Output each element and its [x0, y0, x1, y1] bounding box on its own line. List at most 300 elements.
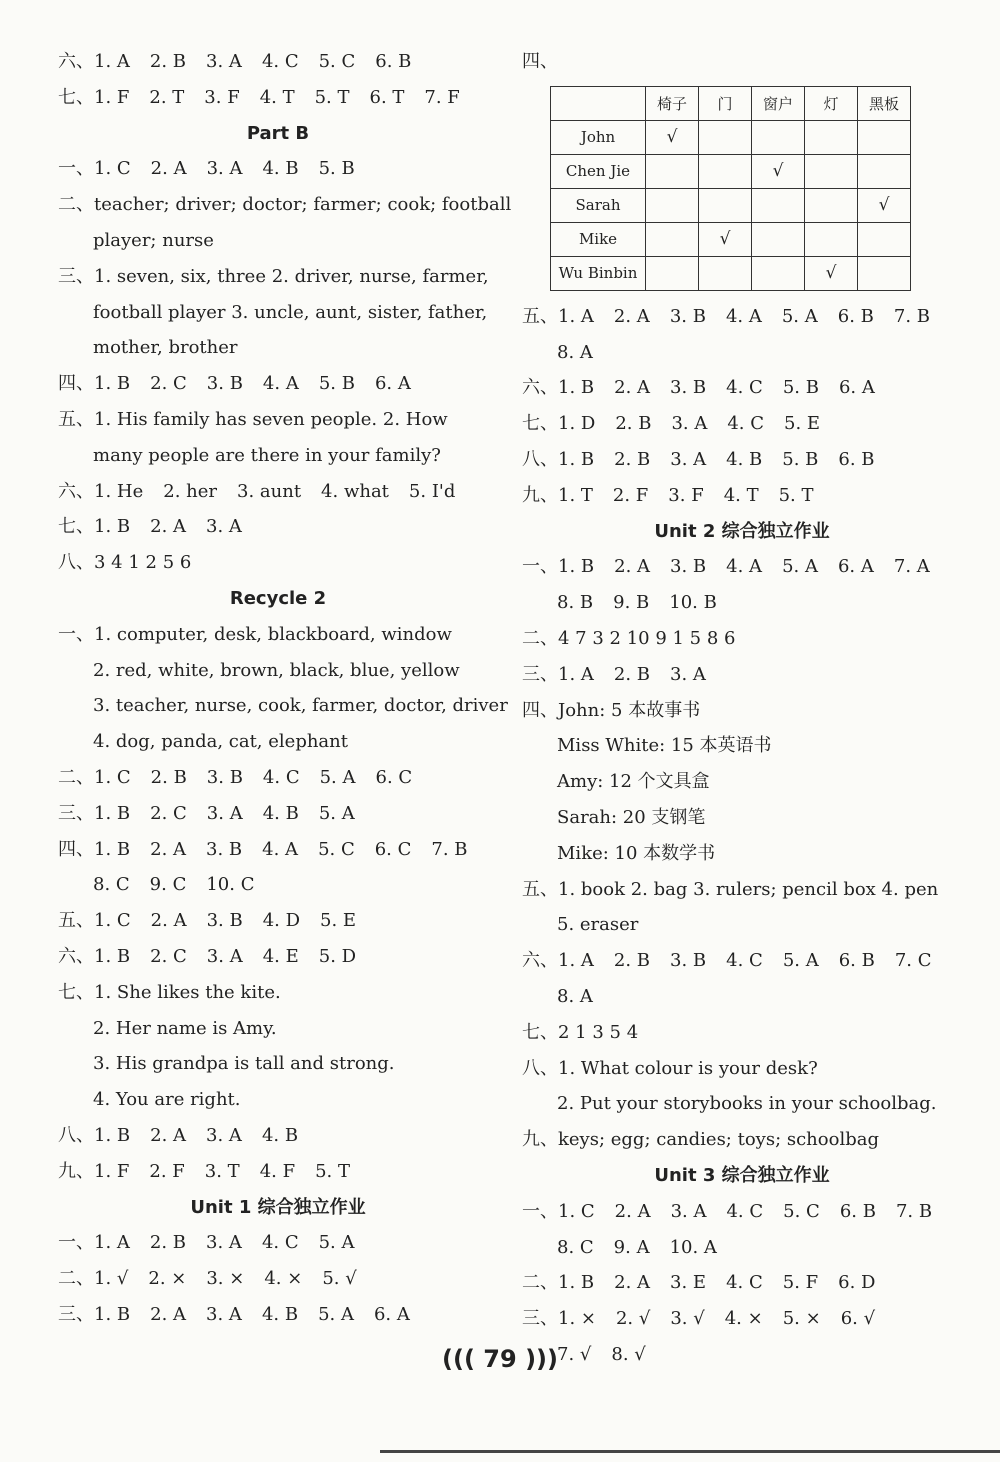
- answer-item: 8. A: [557, 341, 593, 363]
- question-number: 六、: [58, 945, 94, 967]
- answer-line: Amy: 12 个文具盒: [557, 771, 710, 793]
- answer-line: [58, 151, 498, 187]
- check-cell: √: [646, 120, 699, 154]
- answer-line: 一、1. computer, desk, blackboard, window: [58, 623, 452, 645]
- answer-line: 2. Her name is Amy.: [93, 1017, 277, 1039]
- check-cell: [646, 188, 699, 222]
- answer-item: 2. B: [614, 448, 651, 470]
- page-number-decor-left: (((: [442, 1345, 475, 1373]
- answer-item: 2. A: [150, 910, 187, 932]
- check-cell: [805, 154, 858, 188]
- answer-item: 9. B: [613, 592, 650, 614]
- answer-item: 3. A: [670, 1200, 707, 1222]
- answer-line: [58, 509, 498, 545]
- answer-item: 4. C: [726, 1272, 763, 1294]
- answer-item: 6. C: [374, 838, 412, 860]
- answer-item: 5. C: [318, 838, 355, 860]
- answer-item: 8. A: [557, 985, 593, 1007]
- answer-line: 2. Put your storybooks in your schoolbag.: [557, 1093, 937, 1115]
- question-number: 八、: [522, 448, 558, 470]
- answer-line: [58, 366, 498, 402]
- answer-item: 10. B: [669, 592, 717, 614]
- answer-item: 4. B: [261, 1124, 299, 1146]
- answer-item: 8. C: [557, 1236, 594, 1258]
- check-cell: [752, 188, 805, 222]
- answer-item: 2. A: [150, 158, 187, 180]
- check-cell: [699, 188, 752, 222]
- answer-item: 4. A: [726, 556, 763, 578]
- question-number: 六、: [522, 950, 558, 972]
- table-section-label: 四、: [522, 51, 558, 72]
- answer-item: 3. B: [670, 556, 707, 578]
- answer-line: [58, 44, 498, 80]
- answer-item: 10. C: [206, 874, 255, 896]
- answer-item: 1. √: [94, 1268, 129, 1290]
- answer-item: 2. T: [149, 86, 185, 108]
- answer-item: 7. C: [894, 950, 932, 972]
- answer-item: 5. F: [782, 1272, 819, 1294]
- answer-item: 1. A: [94, 51, 130, 72]
- question-number: 六、: [58, 51, 94, 72]
- section-heading: Unit 2 综合独立作业: [654, 520, 830, 542]
- question-number: 七、: [58, 86, 94, 108]
- answer-item: 2. B: [615, 413, 652, 435]
- answer-item: 2. A: [614, 1272, 651, 1294]
- answer-item: 5. C: [318, 51, 356, 72]
- answer-item: 3. A: [206, 945, 243, 967]
- answer-line: player; nurse: [93, 229, 214, 251]
- answer-line: [58, 832, 498, 868]
- answer-item: 1. B: [94, 1124, 131, 1146]
- answer-item: 3. A: [206, 1232, 242, 1254]
- answer-item: 2. A: [150, 1124, 187, 1146]
- check-cell: [858, 154, 911, 188]
- answer-item: 3. A: [206, 802, 243, 824]
- answer-line: [522, 1301, 962, 1337]
- answer-item: 1. B: [558, 448, 595, 470]
- answer-item: 2. A: [150, 838, 187, 860]
- table-row: [551, 188, 911, 222]
- check-cell: [858, 256, 911, 290]
- check-cell: [646, 222, 699, 256]
- answer-item: 3. F: [668, 484, 704, 506]
- answer-item: 3. B: [206, 838, 243, 860]
- answer-item: 7. A: [893, 556, 930, 578]
- answer-item: 5. A: [319, 766, 356, 788]
- answer-line: [58, 867, 498, 903]
- section-heading: Unit 1 综合独立作业: [190, 1196, 366, 1218]
- answer-line: [58, 80, 498, 116]
- answer-item: 4. ×: [724, 1308, 763, 1330]
- answer-line: 九、keys; egg; candies; toys; schoolbag: [522, 1129, 879, 1151]
- answer-item: 4. C: [261, 1232, 299, 1254]
- question-number: 四、: [58, 373, 94, 395]
- check-cell: [752, 120, 805, 154]
- answer-line: 5. eraser: [557, 914, 639, 936]
- answer-item: 6. B: [838, 950, 875, 972]
- answer-item: 1. B: [94, 1303, 131, 1325]
- answer-item: 6. A: [373, 1303, 410, 1325]
- answer-item: 6. √: [840, 1308, 876, 1330]
- answer-line: Sarah: 20 支钢笔: [557, 806, 706, 828]
- section-heading: Part B: [246, 122, 310, 144]
- answer-line: [58, 1118, 498, 1154]
- answer-line: [522, 442, 962, 478]
- answer-line: 七、2 1 3 5 4: [522, 1021, 639, 1043]
- answer-line: [58, 939, 498, 975]
- answer-item: 2. F: [612, 484, 649, 506]
- table-row: [551, 222, 911, 256]
- answer-item: 5. E: [784, 413, 821, 435]
- answer-item: 3. B: [206, 910, 243, 932]
- answer-item: 9. A: [613, 1236, 650, 1258]
- answer-item: 1. F: [94, 86, 130, 108]
- answer-item: 6. A: [374, 373, 411, 395]
- table-row: [551, 256, 911, 290]
- answer-line: [522, 1265, 962, 1301]
- answer-item: 4. A: [262, 373, 299, 395]
- right-answers: [522, 299, 962, 1373]
- answer-item: 5. A: [782, 950, 819, 972]
- answer-item: 1. ×: [558, 1308, 596, 1330]
- answer-item: 10. A: [669, 1236, 717, 1258]
- answer-item: 4. B: [262, 802, 299, 824]
- answer-line: [522, 1194, 962, 1230]
- question-number: 二、: [58, 1268, 94, 1290]
- question-number: 九、: [522, 484, 558, 506]
- answer-line: 二、teacher; driver; doctor; farmer; cook; football: [58, 194, 512, 216]
- answer-line: 4. dog, panda, cat, elephant: [93, 731, 348, 753]
- answer-item: 1. D: [558, 413, 596, 435]
- answer-item: 5. √: [322, 1268, 357, 1290]
- answer-line: [522, 335, 962, 371]
- answer-item: 6. B: [839, 1200, 876, 1222]
- answer-item: 5. A: [781, 305, 818, 327]
- answer-item: 9. C: [149, 874, 187, 896]
- answer-item: 4. A: [262, 838, 299, 860]
- answer-line: [522, 657, 962, 693]
- answer-item: 4. D: [262, 910, 301, 932]
- answer-item: 4. ×: [264, 1268, 303, 1290]
- answer-item: 3. B: [206, 373, 243, 395]
- check-cell: √: [858, 188, 911, 222]
- answer-item: 2. B: [149, 51, 187, 72]
- answer-line: 八、1. What colour is your desk?: [522, 1057, 818, 1079]
- table-row-name: Chen Jie: [551, 154, 646, 188]
- page-number-value: 79: [483, 1345, 517, 1373]
- check-cell: [699, 256, 752, 290]
- bottom-rule: [380, 1450, 1000, 1453]
- answer-item: 2. A: [614, 1200, 651, 1222]
- answer-item: 1. A: [558, 950, 594, 972]
- answer-item: 3. A: [670, 663, 706, 685]
- answer-line: [522, 943, 962, 979]
- question-number: 六、: [522, 377, 558, 399]
- answer-item: 2. ×: [148, 1268, 187, 1290]
- answer-item: 5. B: [782, 377, 819, 399]
- answer-item: 1. B: [558, 556, 595, 578]
- answer-item: 3. A: [206, 51, 242, 72]
- answer-item: 4. C: [727, 413, 765, 435]
- answer-item: 5. D: [318, 945, 357, 967]
- answer-item: 5. A: [782, 556, 818, 578]
- answer-item: 3. ×: [206, 1268, 245, 1290]
- table-header-cell: 黑板: [858, 86, 911, 120]
- check-cell: [752, 256, 805, 290]
- answer-item: 8. B: [557, 592, 594, 614]
- answer-line: many people are there in your family?: [93, 444, 441, 466]
- answer-item: 1. B: [94, 802, 131, 824]
- answer-line: [522, 979, 962, 1015]
- section-heading: Recycle 2: [229, 587, 327, 609]
- answer-item: 3. A: [206, 1303, 242, 1325]
- question-number: 五、: [58, 910, 94, 932]
- answer-item: 8. C: [93, 874, 130, 896]
- answer-item: 4. B: [726, 448, 763, 470]
- right-column: [522, 44, 962, 1373]
- check-cell: [858, 222, 911, 256]
- question-number: 六、: [58, 480, 94, 502]
- answer-line: [522, 299, 962, 335]
- answer-item: 3. A: [671, 413, 708, 435]
- check-cell: [805, 188, 858, 222]
- answer-item: 1. C: [94, 910, 131, 932]
- answer-item: 5. B: [318, 373, 355, 395]
- answer-item: 2. C: [150, 802, 187, 824]
- answer-item: 2. C: [150, 945, 187, 967]
- answer-line: mother, brother: [93, 337, 238, 359]
- table-row-name: Mike: [551, 222, 646, 256]
- answer-line: 五、1. book 2. bag 3. rulers; pencil box 4. pen: [522, 878, 939, 900]
- answer-item: 5. I'd: [408, 480, 456, 502]
- answer-line: Mike: 10 本数学书: [557, 842, 716, 864]
- question-number: 五、: [522, 305, 558, 327]
- answer-line: [58, 1297, 498, 1333]
- answer-item: 1. B: [558, 1272, 595, 1294]
- answer-item: 1. T: [558, 484, 593, 506]
- answer-line: [58, 903, 498, 939]
- answer-item: 5. A: [318, 1232, 355, 1254]
- answer-item: 2. B: [613, 950, 651, 972]
- answer-item: 3. A: [670, 448, 707, 470]
- answer-item: 2. B: [150, 766, 187, 788]
- answer-line: [58, 474, 498, 510]
- left-column: [58, 44, 512, 1333]
- section-heading: Unit 3 综合独立作业: [654, 1164, 830, 1186]
- checklist-table: [550, 86, 911, 291]
- question-number: 四、: [58, 838, 94, 860]
- check-cell: √: [805, 256, 858, 290]
- answer-item: 2. A: [150, 1303, 187, 1325]
- answer-item: 1. A: [94, 1232, 130, 1254]
- answer-line: [522, 406, 962, 442]
- answer-item: 6. A: [837, 556, 874, 578]
- check-cell: [805, 222, 858, 256]
- answer-item: 5. C: [783, 1200, 820, 1222]
- answer-item: 3. A: [206, 1124, 242, 1146]
- answer-item: 4. C: [726, 377, 763, 399]
- answer-item: 7. B: [431, 838, 468, 860]
- answer-item: 1. B: [94, 373, 131, 395]
- answer-item: 4. C: [261, 51, 299, 72]
- answer-item: 6. B: [375, 51, 412, 72]
- answer-item: 6. C: [375, 766, 413, 788]
- answer-item: 4. C: [726, 950, 763, 972]
- answer-item: 4. what: [321, 480, 389, 502]
- answer-item: 4. T: [259, 86, 295, 108]
- table-header-cell: [551, 86, 646, 120]
- answer-item: 1. B: [94, 838, 131, 860]
- question-number: 三、: [522, 1308, 558, 1330]
- answer-line: [58, 760, 498, 796]
- answer-line: [522, 549, 962, 585]
- question-number: 八、: [58, 1124, 94, 1146]
- answer-item: 7. B: [893, 305, 930, 327]
- answer-item: 6. D: [838, 1272, 876, 1294]
- answer-line: football player 3. uncle, aunt, sister, father,: [93, 301, 488, 323]
- answer-line: Miss White: 15 本英语书: [557, 735, 772, 757]
- answer-line: [58, 796, 498, 832]
- answer-item: 5. ×: [782, 1308, 821, 1330]
- table-row-name: Sarah: [551, 188, 646, 222]
- answer-item: 2. F: [149, 1160, 185, 1182]
- answer-line: [58, 1154, 498, 1190]
- answer-item: 6. T: [369, 86, 405, 108]
- check-cell: [699, 120, 752, 154]
- check-cell: [858, 120, 911, 154]
- question-number: 七、: [58, 516, 94, 538]
- answer-item: 2. A: [614, 377, 651, 399]
- check-cell: [699, 154, 752, 188]
- answer-item: 4. F: [259, 1160, 296, 1182]
- answer-item: 2. A: [614, 556, 651, 578]
- question-number: 三、: [58, 1303, 94, 1325]
- answer-item: 3. B: [669, 305, 706, 327]
- answer-line: [522, 478, 962, 514]
- answer-item: 1. C: [558, 1200, 595, 1222]
- answer-item: 3. B: [670, 950, 707, 972]
- question-number: 三、: [58, 802, 94, 824]
- answer-line: [522, 370, 962, 406]
- answer-item: 1. B: [94, 516, 131, 538]
- answer-line: 三、1. seven, six, three 2. driver, nurse, farmer,: [58, 265, 489, 287]
- answer-item: 5. A: [318, 802, 355, 824]
- answer-line: 3. teacher, nurse, cook, farmer, doctor, driver: [93, 695, 508, 717]
- question-number: 一、: [522, 556, 558, 578]
- answer-item: 3. aunt: [237, 480, 302, 502]
- table-row-name: John: [551, 120, 646, 154]
- answer-item: 5. T: [314, 86, 350, 108]
- answer-item: 3. A: [206, 158, 243, 180]
- table-row: [551, 154, 911, 188]
- answer-item: 4. B: [261, 1303, 299, 1325]
- answer-line: 二、4 7 3 2 10 9 1 5 8 6: [522, 627, 736, 649]
- question-number: 九、: [58, 1160, 94, 1182]
- answer-item: 1. C: [94, 158, 131, 180]
- table-header-row: [551, 86, 911, 120]
- answer-item: 3. T: [204, 1160, 240, 1182]
- answer-item: 1. B: [94, 945, 131, 967]
- answer-item: 4. T: [723, 484, 759, 506]
- answer-item: 1. C: [94, 766, 131, 788]
- answer-line: 七、1. She likes the kite.: [58, 981, 281, 1003]
- answer-item: 5. B: [782, 448, 819, 470]
- answer-item: 6. A: [838, 377, 875, 399]
- answer-item: 4. E: [262, 945, 299, 967]
- answer-item: 3. B: [670, 377, 707, 399]
- answer-item: 3. E: [670, 1272, 707, 1294]
- answer-item: 4. B: [262, 158, 299, 180]
- check-cell: [752, 222, 805, 256]
- answer-item: 2. C: [150, 373, 187, 395]
- page-number: [0, 1345, 1000, 1373]
- question-number: 一、: [522, 1200, 558, 1222]
- question-number: 二、: [58, 766, 94, 788]
- answer-line: 4. You are right.: [93, 1089, 241, 1111]
- table-row: [551, 120, 911, 154]
- question-number: 七、: [522, 413, 558, 435]
- answer-item: 2. B: [149, 1232, 187, 1254]
- check-cell: √: [699, 222, 752, 256]
- answer-item: 2. A: [150, 516, 187, 538]
- answer-line: 五、1. His family has seven people. 2. How: [58, 408, 448, 430]
- table-header-cell: 灯: [805, 86, 858, 120]
- answer-item: 6. B: [838, 448, 875, 470]
- answer-item: 2. √: [615, 1308, 651, 1330]
- answer-item: 1. A: [558, 305, 594, 327]
- answer-item: 1. F: [94, 1160, 130, 1182]
- table-row-name: Wu Binbin: [551, 256, 646, 290]
- answer-item: 5. T: [315, 1160, 350, 1182]
- check-cell: [805, 120, 858, 154]
- answer-item: 2. her: [163, 480, 217, 502]
- answer-line: 四、John: 5 本故事书: [522, 699, 701, 721]
- answer-item: 2. B: [613, 663, 651, 685]
- answer-item: 5. T: [778, 484, 814, 506]
- answer-item: 7. √: [557, 1343, 592, 1365]
- answer-line: [58, 1261, 498, 1297]
- answer-line: [522, 585, 962, 621]
- answer-item: 4. C: [726, 1200, 764, 1222]
- answer-item: 3. A: [206, 516, 242, 538]
- table-header-cell: 窗户: [752, 86, 805, 120]
- answer-line: 2. red, white, brown, black, blue, yellow: [93, 659, 460, 681]
- question-number: 一、: [58, 158, 94, 180]
- question-number: 三、: [522, 663, 558, 685]
- answer-item: 2. A: [613, 305, 650, 327]
- answer-item: 4. A: [725, 305, 762, 327]
- answer-line: 3. His grandpa is tall and strong.: [93, 1053, 395, 1075]
- table-header-cell: 椅子: [646, 86, 699, 120]
- answer-line: [522, 1230, 962, 1266]
- answer-item: 7. F: [424, 86, 460, 108]
- answer-item: 8. √: [611, 1343, 646, 1365]
- page-number-decor-right: ))): [525, 1345, 558, 1373]
- answer-item: 5. A: [318, 1303, 354, 1325]
- check-cell: [646, 256, 699, 290]
- answer-item: 6. B: [837, 305, 874, 327]
- table-header-cell: 门: [699, 86, 752, 120]
- answer-item: 1. A: [558, 663, 594, 685]
- answer-line: [58, 1225, 498, 1261]
- answer-item: 3. B: [206, 766, 243, 788]
- question-number: 二、: [522, 1272, 558, 1294]
- answer-item: 1. B: [558, 377, 595, 399]
- answer-item: 3. √: [670, 1308, 705, 1330]
- answer-item: 5. B: [318, 158, 355, 180]
- check-cell: √: [752, 154, 805, 188]
- answer-item: 3. F: [204, 86, 240, 108]
